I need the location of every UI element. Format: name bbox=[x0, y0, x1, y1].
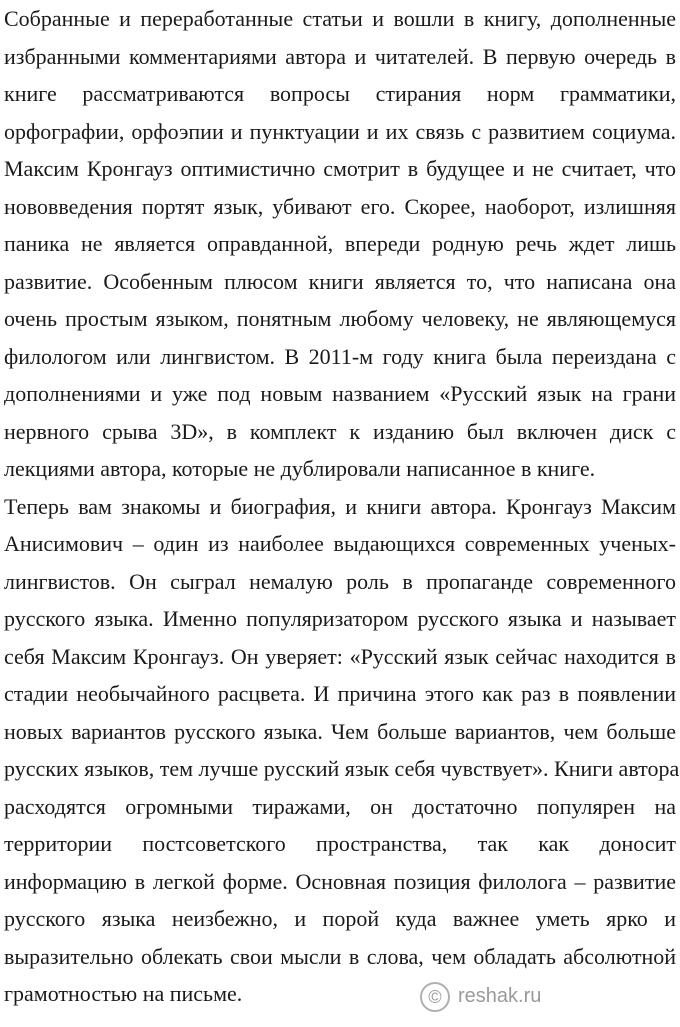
paragraph bbox=[4, 488, 680, 1013]
text-line: паника не является оправданной, впереди родную речь ждет лишь bbox=[4, 231, 676, 256]
text-line: Собранные и переработанные статьи и вошли в книгу, дополненные bbox=[4, 6, 676, 31]
copyright-icon: © bbox=[420, 982, 450, 1012]
text-line: Теперь вам знакомы и биография, и книги автора. Кронгауз Максим bbox=[4, 493, 676, 519]
document-body bbox=[4, 0, 680, 1013]
text-line: выразительно облекать свои мысли в слова, чем обладать абсолютной bbox=[4, 943, 676, 969]
text-line: Максим Кронгауз оптимистично смотрит в будущее и не считает, что bbox=[4, 156, 676, 181]
text-line: орфографии, орфоэпии и пунктуации и их связь с развитием социума. bbox=[4, 118, 676, 144]
text-line: нервного срыва 3D», в комплект к изданию был включен диск с bbox=[4, 418, 676, 444]
text-line: русского языка неизбежно, и порой куда важнее уметь ярко и bbox=[4, 906, 676, 931]
text-line: книге рассматриваются вопросы стирания норм грамматики, bbox=[4, 81, 676, 106]
paragraph bbox=[4, 0, 676, 488]
text-line: грамотностью на письме. bbox=[4, 981, 243, 1006]
text-line: дополнениями и уже под новым названием «Русский язык на грани bbox=[4, 381, 676, 406]
text-line: себя Максим Кронгауз. Он уверяет: «Русский язык сейчас находится в bbox=[4, 643, 676, 669]
text-line: информацию в легкой форме. Основная позиция филолога – развитие bbox=[4, 868, 676, 894]
text-line: лекциями автора, которые не дублировали написанное в книге. bbox=[4, 456, 596, 481]
text-line: лингвистов. Он сыграл немалую роль в пропаганде современного bbox=[4, 568, 676, 594]
text-line: избранными комментариями автора и читателей. В первую очередь в bbox=[4, 43, 676, 69]
text-line: развитие. Особенным плюсом книги является то, что написана она bbox=[4, 268, 676, 294]
text-line: новых вариантов русского языка. Чем больше вариантов, чем больше bbox=[4, 718, 676, 744]
text-line: стадии необычайного расцвета. И причина этого как раз в появлении bbox=[4, 681, 676, 706]
text-line: русских языков, тем лучше русский язык себя чувствует». Книги автора bbox=[4, 756, 680, 781]
text-line: расходятся огромными тиражами, он достаточно популярен на bbox=[4, 793, 676, 819]
text-line: Анисимович – один из наиболее выдающихся современных ученых- bbox=[4, 531, 676, 556]
text-line: нововведения портят язык, убивают его. Скорее, наоборот, излишняя bbox=[4, 193, 676, 219]
text-line: филологом или лингвистом. В 2011-м году книга была переиздана с bbox=[4, 343, 676, 369]
text-line: территории постсоветского пространства, так как доносит bbox=[4, 831, 676, 856]
watermark-text: reshak.ru bbox=[458, 985, 542, 1008]
text-line: очень простым языком, понятным любому человеку, не являющемуся bbox=[4, 306, 676, 331]
text-line: русского языка. Именно популяризатором русского языка и называет bbox=[4, 606, 676, 631]
